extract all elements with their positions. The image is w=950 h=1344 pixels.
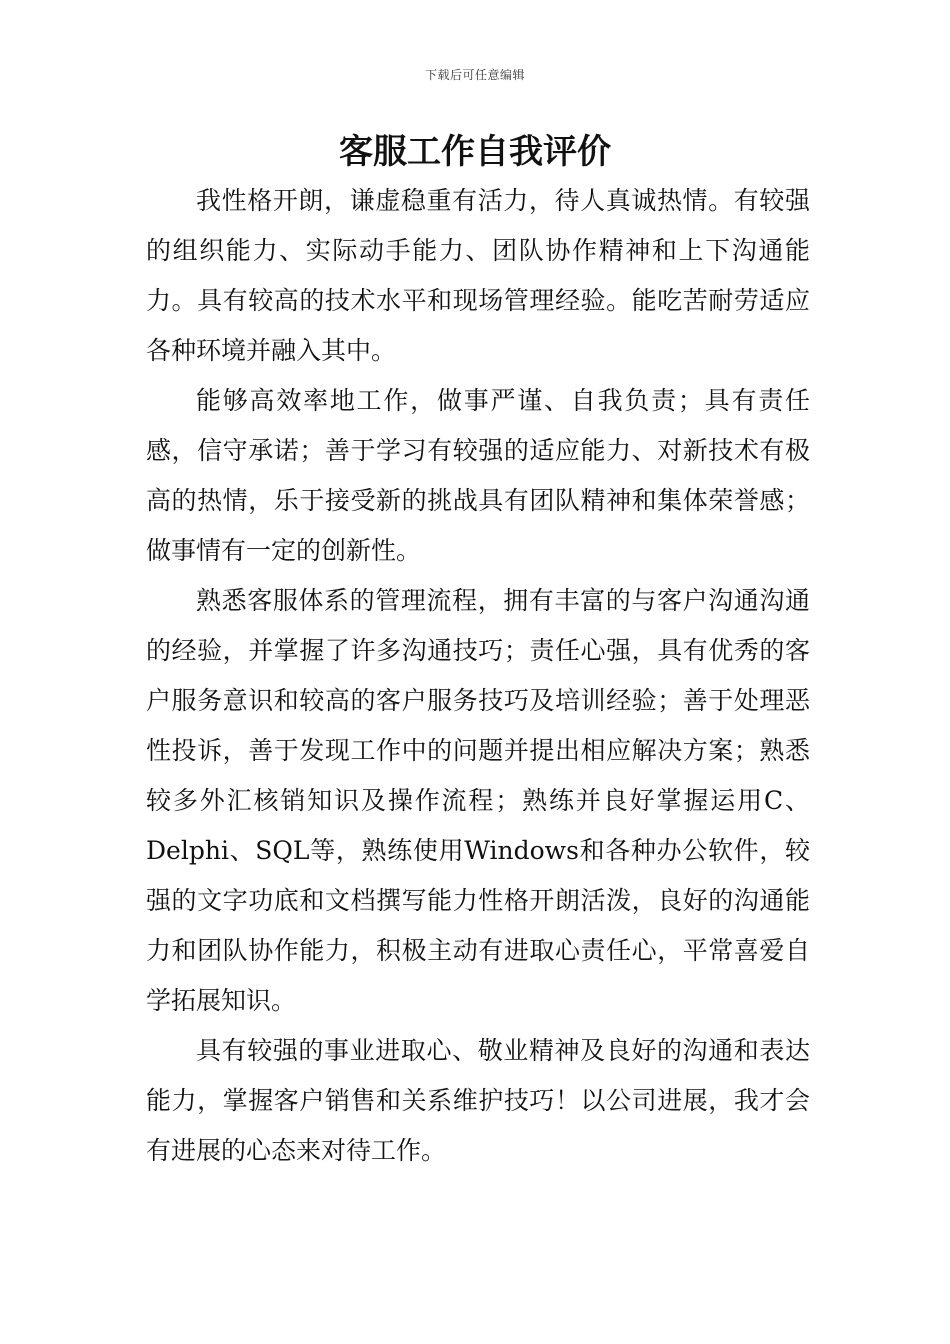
paragraph-2: 能够高效率地工作，做事严谨、自我负责；具有责任感，信守承诺；善于学习有较强的适应能力、对新技术有极高的热情，乐于接受新的挑战具有团队精神和集体荣誉感；做事情有一定的创新性。 (146, 386, 810, 565)
header-note: 下载后可任意编辑 (424, 68, 525, 82)
page-title: 客服工作自我评价 (339, 132, 611, 172)
paragraph-1: 我性格开朗，谦虚稳重有活力，待人真诚热情。有较强的组织能力、实际动手能力、团队协作精神和上下沟通能力。具有较高的技术水平和现场管理经验。能吃苦耐劳适应各种环境并融入其中。 (146, 186, 810, 365)
paragraph-3: 熟悉客服体系的管理流程，拥有丰富的与客户沟通沟通的经验，并掌握了许多沟通技巧；责任心强，具有优秀的客户服务意识和较高的客户服务技巧及培训经验；善于处理恶性投诉，善于发现工作中的问题并提出相应解决方案；熟悉较多外汇核销知识及操作流程；熟练并良好掌握运用C、Delphi、SQL等，熟练使用Windows和各种办公软件，较强的文字功底和文档撰写能力性格开朗活泼，良好的沟通能力和团队协作能力，积极主动有进取心责任心，平常喜爱自学拓展知识。 (146, 586, 810, 1015)
paragraph-4: 具有较强的事业进取心、敬业精神及良好的沟通和表达能力，掌握客户销售和关系维护技巧！以公司进展，我才会有进展的心态来对待工作。 (146, 1036, 810, 1165)
document-body (146, 176, 810, 1176)
